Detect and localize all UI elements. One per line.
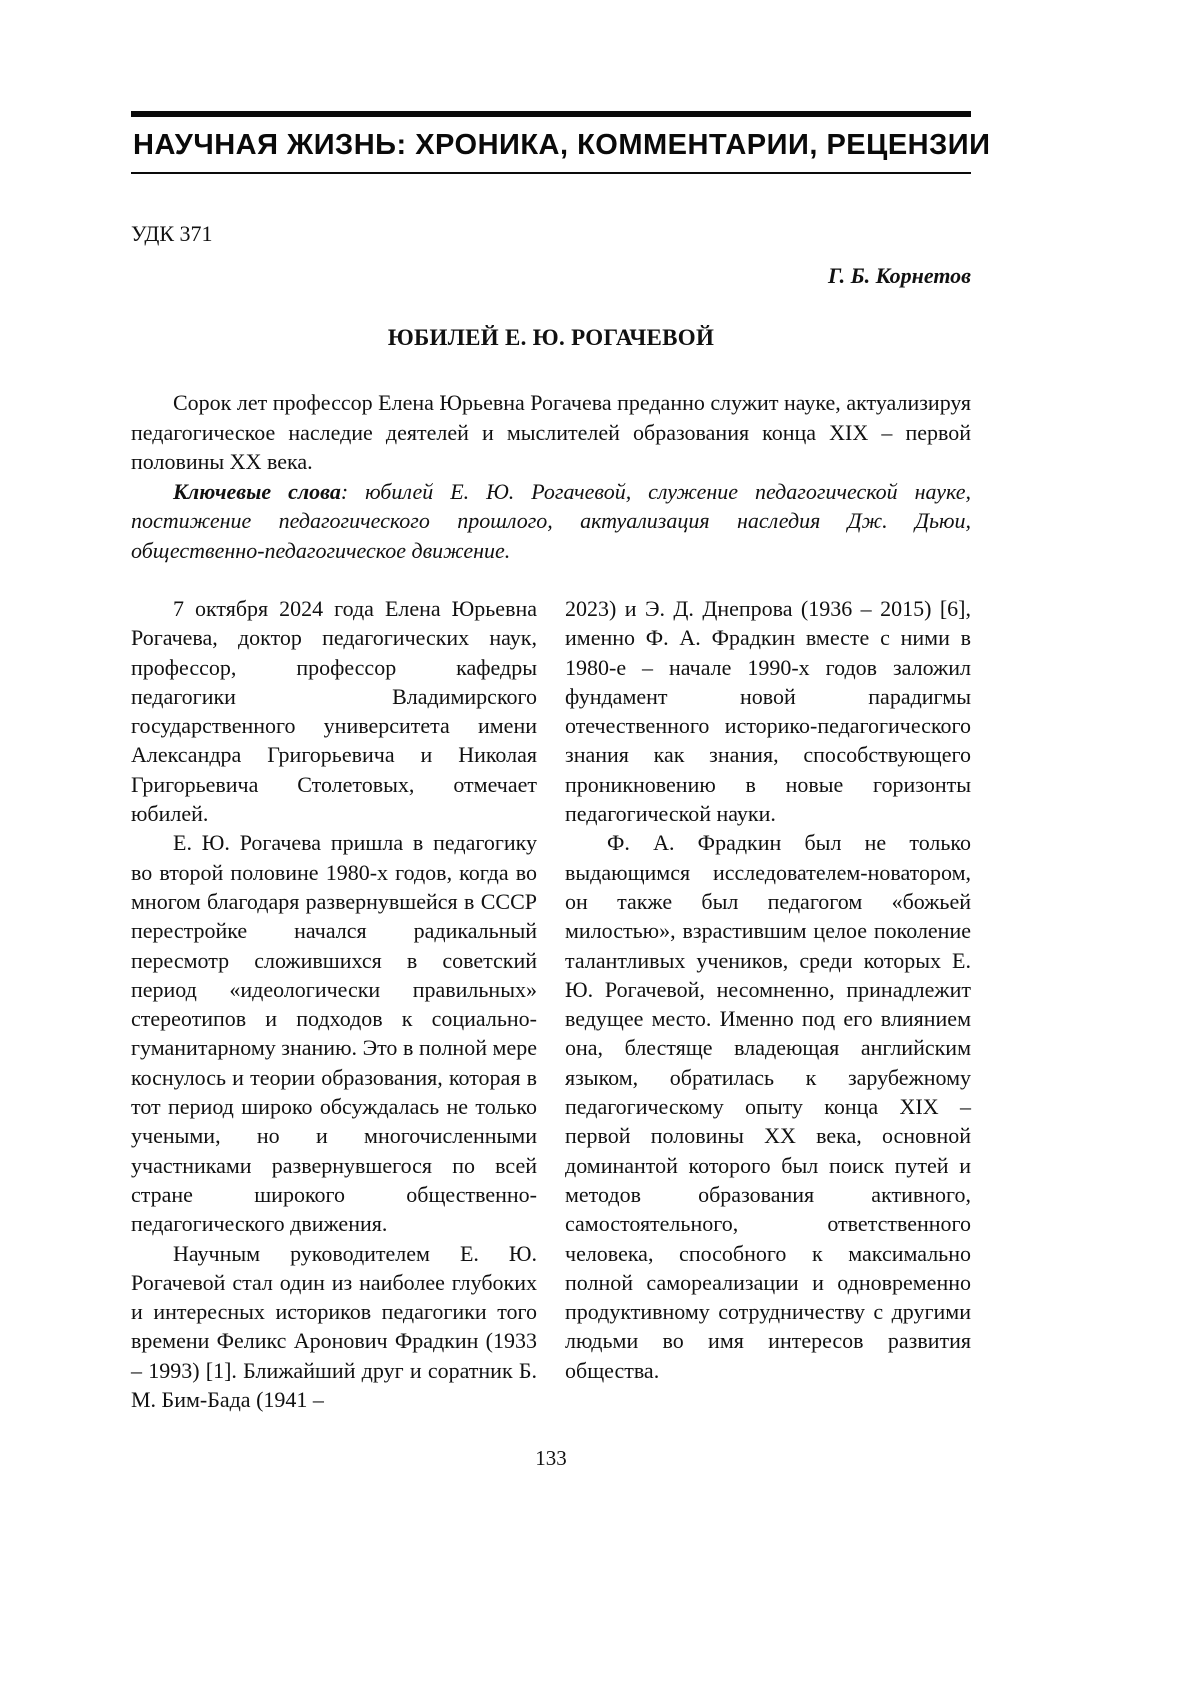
header-divider-rule bbox=[131, 172, 971, 174]
article-title: ЮБИЛЕЙ Е. Ю. РОГАЧЕВОЙ bbox=[387, 325, 715, 350]
keywords-label: Ключевые слова bbox=[173, 478, 341, 504]
paragraph: Е. Ю. Рогачева пришла в педагогику во второй половине 1980-х годов, когда во многом благодаря развернувшейся в СССР перестройке начался радикальный пересмотр сложившихся в советский период «идеологически правильных» стереотипов и подходов к социально-гуманитарному знанию. Это в полной мере коснулось и теории образования, которая в тот период широко обсуждалась не только учеными, но и многочисленными участниками развернувшегося по всей стране широкого общественно-педагогического движения. bbox=[131, 830, 537, 1237]
two-column-body bbox=[131, 594, 971, 1414]
section-title: НАУЧНАЯ ЖИЗНЬ: ХРОНИКА, КОММЕНТАРИИ, РЕЦЕНЗИИ bbox=[133, 129, 991, 161]
abstract-text: Сорок лет профессор Елена Юрьевна Рогачева преданно служит науке, актуализируя педагогическое наследие деятелей и мыслителей образования конца XIX – первой половины XX века. bbox=[131, 390, 971, 474]
column-right bbox=[565, 594, 971, 1414]
keywords-text: : юбилей Е. Ю. Рогачевой, служение педагогической науке, постижение педагогического прошлого, актуализация наследия Дж. Дьюи, общественно-педагогическое движение. bbox=[131, 478, 971, 563]
section-header bbox=[131, 0, 991, 174]
paragraph: 7 октября 2024 года Елена Юрьевна Рогачева, доктор педагогических наук, профессор, профессор кафедры педагогики Владимирского государственного университета имени Александра Григорьевича и Николая Григорьевича Столетовых, отмечает юбилей. bbox=[131, 596, 537, 827]
paragraph: Ф. А. Фрадкин был не только выдающимся исследователем-новатором, он также был педагогом «божьей милостью», взрастившим целое поколение талантливых учеников, среди которых Е. Ю. Рогачевой, несомненно, принадлежит ведущее место. Именно под его влиянием она, блестяще владеющая английским языком, обратилась к зарубежному педагогическому опыту конца XIX – первой половины XX века, основной доминантой которого был поиск путей и методов образования активного, самостоятельного, ответственного человека, способного к максимально полной самореализации и одновременно продуктивному сотрудничеству с другими людьми во имя интересов развития общества. bbox=[565, 830, 971, 1383]
udc-code: УДК 371 bbox=[131, 221, 213, 246]
page-content bbox=[131, 0, 991, 1471]
page-number: 133 bbox=[535, 1446, 567, 1471]
keywords-block bbox=[131, 477, 971, 566]
author-name: Г. Б. Корнетов bbox=[827, 263, 971, 288]
paragraph: 2023) и Э. Д. Днепрова (1936 – 2015) [6], именно Ф. А. Фрадкин вместе с ними в 1980-е – начале 1990-х годов заложил фундамент новой парадигмы отечественного историко-педагогического знания как знания, способствующего проникновению в новые горизонты педагогической науки. bbox=[565, 596, 971, 827]
column-left bbox=[131, 594, 537, 1414]
paragraph: Научным руководителем Е. Ю. Рогачевой стал один из наиболее глубоких и интересных историков педагогики того времени Феликс Аронович Фрадкин (1933 – 1993) [1]. Ближайший друг и соратник Б. М. Бим-Бада (1941 – bbox=[131, 1240, 537, 1413]
